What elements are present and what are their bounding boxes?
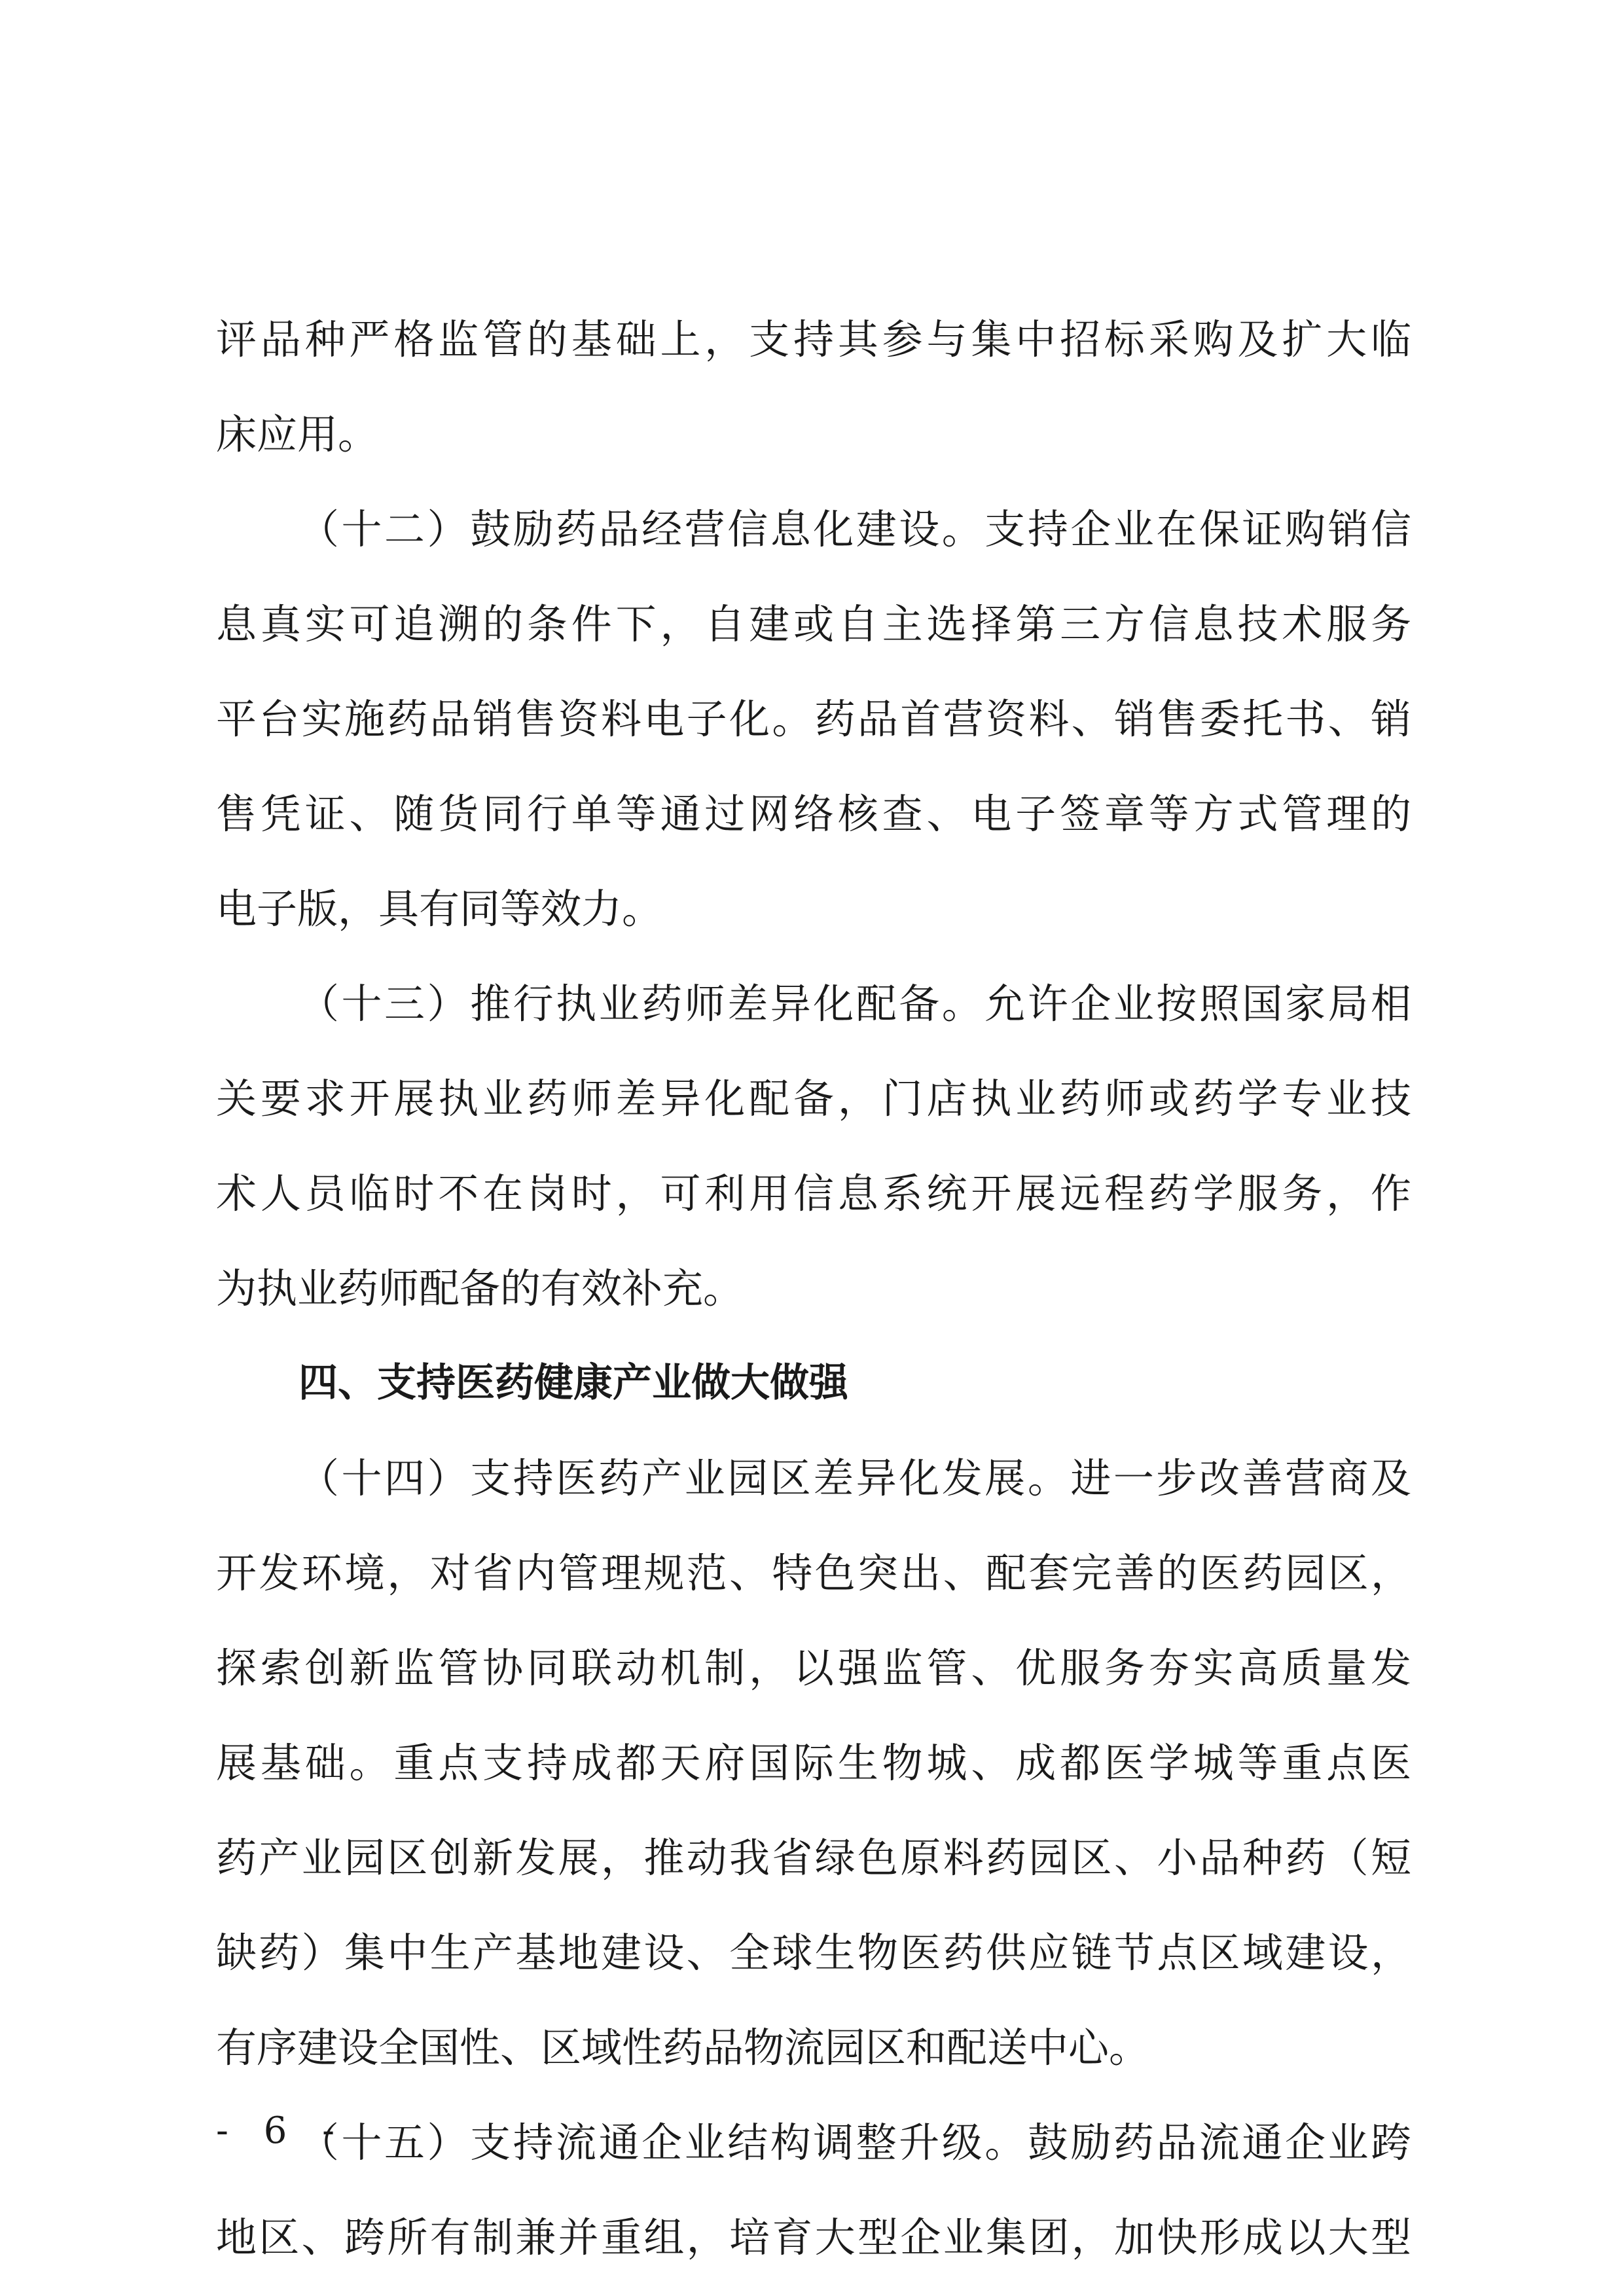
paragraph-line: 床应用。	[216, 410, 379, 458]
paragraph-line: 术人员临时不在岗时，可利用信息系统开展远程药学服务，作	[216, 1170, 1411, 1217]
page-number: - 6 -	[216, 2109, 347, 2152]
paragraph-line: 缺药）集中生产基地建设、全球生物医药供应链节点区域建设，	[216, 1929, 1411, 1977]
paragraph-line: 售凭证、随货同行单等通过网络核查、电子签章等方式管理的	[216, 790, 1411, 838]
paragraph-line: 关要求开展执业药师差异化配备，门店执业药师或药学专业技	[216, 1075, 1411, 1122]
paragraph-line: 展基础。重点支持成都天府国际生物城、成都医学城等重点医	[216, 1739, 1411, 1787]
paragraph-line: 电子版，具有同等效力。	[216, 885, 663, 933]
section-12-line: （十二）鼓励药品经营信息化建设。支持企业在保证购销信	[298, 505, 1411, 553]
chapter-heading: 四、支持医药健康产业做大做强	[298, 1360, 848, 1406]
paragraph-line: 药产业园区创新发展，推动我省绿色原料药园区、小品种药（短	[216, 1834, 1411, 1882]
paragraph-line: 为执业药师配备的有效补充。	[216, 1265, 744, 1312]
paragraph-line: 地区、跨所有制兼并重组，培育大型企业集团，加快形成以大型	[216, 2214, 1411, 2261]
section-15-line: （十五）支持流通企业结构调整升级。鼓励药品流通企业跨	[298, 2119, 1411, 2166]
paragraph-line: 平台实施药品销售资料电子化。药品首营资料、销售委托书、销	[216, 695, 1411, 743]
section-14-line: （十四）支持医药产业园区差异化发展。进一步改善营商及	[298, 1454, 1411, 1502]
paragraph-line: 开发环境，对省内管理规范、特色突出、配套完善的医药园区，	[216, 1549, 1411, 1597]
paragraph-line: 息真实可追溯的条件下，自建或自主选择第三方信息技术服务	[216, 600, 1411, 648]
body-text	[216, 292, 1411, 2285]
section-13-line: （十三）推行执业药师差异化配备。允许企业按照国家局相	[298, 980, 1411, 1028]
paragraph-line: 有序建设全国性、区域性药品物流园区和配送中心。	[216, 2024, 1150, 2072]
paragraph-line: 评品种严格监管的基础上，支持其参与集中招标采购及扩大临	[216, 315, 1411, 363]
paragraph-line: 探索创新监管协同联动机制，以强监管、优服务夯实高质量发	[216, 1644, 1411, 1692]
